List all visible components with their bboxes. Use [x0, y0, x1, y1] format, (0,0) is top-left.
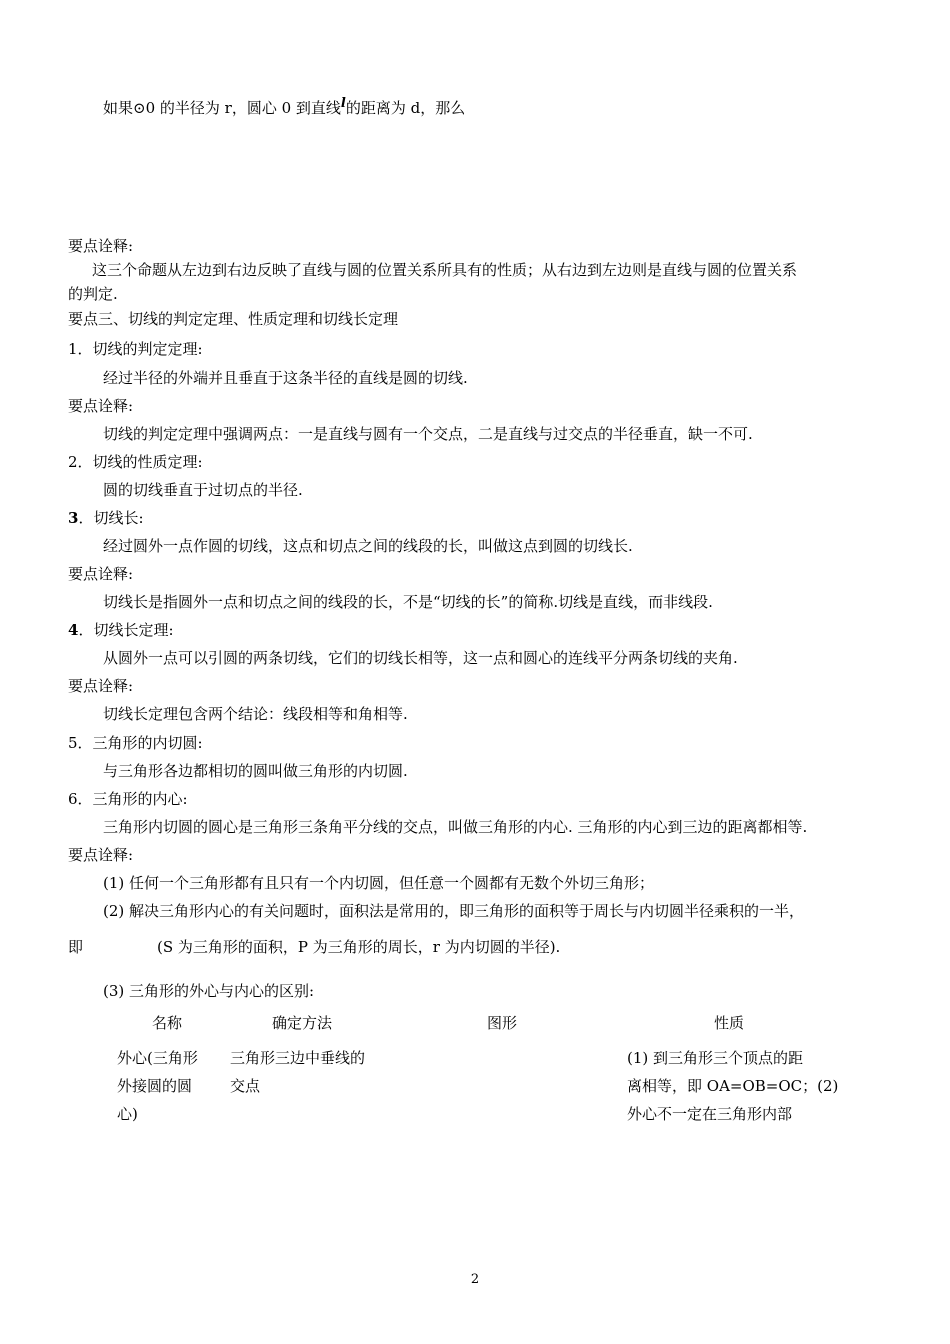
note1-text-b: 的判定. [68, 285, 118, 303]
item4-heading [68, 620, 174, 640]
item2-text: 圆的切线垂直于过切点的半径. [103, 481, 303, 499]
table-row1-prop-2: 离相等，即 OA=OB=OC；(2) [627, 1077, 839, 1095]
table-row1-prop-1: (1) 到三角形三个顶点的距 [627, 1049, 804, 1067]
table-header-name: 名称 [152, 1014, 183, 1032]
table-header-figure: 图形 [487, 1014, 518, 1032]
table-row1-method-2: 交点 [230, 1077, 261, 1095]
table-row1-prop-3: 外心不一定在三角形内部 [627, 1105, 793, 1123]
note5-title: 要点诠释: [68, 846, 134, 864]
item4-text: 从圆外一点可以引圆的两条切线，它们的切线长相等，这一点和圆心的连线平分两条切线的夹角. [103, 649, 738, 667]
intro-line [103, 98, 465, 120]
table-header-property: 性质 [714, 1014, 745, 1032]
note5-p2: (2) 解决三角形内心的有关问题时，面积法是常用的，即三角形的面积等于周长与内切圆半径乘积的一半， [103, 902, 805, 920]
note3-text: 切线长是指圆外一点和切点之间的线段的长，不是“切线的长”的简称.切线是直线，而非线段. [103, 593, 713, 611]
note3-title: 要点诠释: [68, 565, 134, 583]
note2-title: 要点诠释: [68, 397, 134, 415]
item4-number: 4 [68, 621, 79, 639]
table-row1-name-1: 外心(三角形 [117, 1049, 198, 1067]
item1-text: 经过半径的外端并且垂直于这条半径的直线是圆的切线. [103, 369, 468, 387]
page-number: 2 [470, 1272, 480, 1287]
note5-p2b-prefix: 即 [68, 938, 84, 956]
item3-title: ．切线长: [78, 509, 144, 527]
item3-heading [68, 508, 144, 528]
item5-text: 与三角形各边都相切的圆叫做三角形的内切圆. [103, 762, 408, 780]
section3-title: 要点三、切线的判定定理、性质定理和切线长定理 [68, 310, 399, 328]
item4-title: ．切线长定理: [78, 621, 174, 639]
item5-title: 5．三角形的内切圆: [68, 734, 203, 752]
line-l-symbol: l [340, 96, 346, 111]
item1-title: 1．切线的判定定理: [68, 340, 203, 358]
note4-title: 要点诠释: [68, 677, 134, 695]
note5-p3: (3) 三角形的外心与内心的区别: [103, 982, 315, 1000]
intro-prefix: 如果⊙0 的半径为 r，圆心 0 到直线 [103, 99, 341, 117]
intro-suffix: 的距离为 d，那么 [345, 99, 466, 117]
note4-text: 切线长定理包含两个结论：线段相等和角相等. [103, 705, 408, 723]
note1-text-a: 这三个命题从左边到右边反映了直线与圆的位置关系所具有的性质；从右边到左边则是直线与圆的位置关系 [92, 261, 798, 279]
note2-text: 切线的判定定理中强调两点：一是直线与圆有一个交点，二是直线与过交点的半径垂直，缺一不可. [103, 425, 753, 443]
note5-p2b-suffix: (S 为三角形的面积，P 为三角形的周长，r 为内切圆的半径). [157, 938, 561, 956]
table-row1-method-1: 三角形三边中垂线的 [230, 1049, 366, 1067]
table-row1-name-2: 外接圆的圆 [117, 1077, 193, 1095]
note5-p1: (1) 任何一个三角形都有且只有一个内切圆，但任意一个圆都有无数个外切三角形； [103, 874, 655, 892]
item2-title: 2．切线的性质定理: [68, 453, 203, 471]
item6-text: 三角形内切圆的圆心是三角形三条角平分线的交点，叫做三角形的内心. 三角形的内心到三边的距离都相等. [103, 818, 808, 836]
item3-text: 经过圆外一点作圆的切线，这点和切点之间的线段的长，叫做这点到圆的切线长. [103, 537, 633, 555]
note1-title: 要点诠释: [68, 237, 134, 255]
item6-title: 6．三角形的内心: [68, 790, 188, 808]
table-header-method: 确定方法 [272, 1014, 333, 1032]
item3-number: 3 [68, 509, 79, 527]
table-row1-name-3: 心) [117, 1105, 138, 1123]
